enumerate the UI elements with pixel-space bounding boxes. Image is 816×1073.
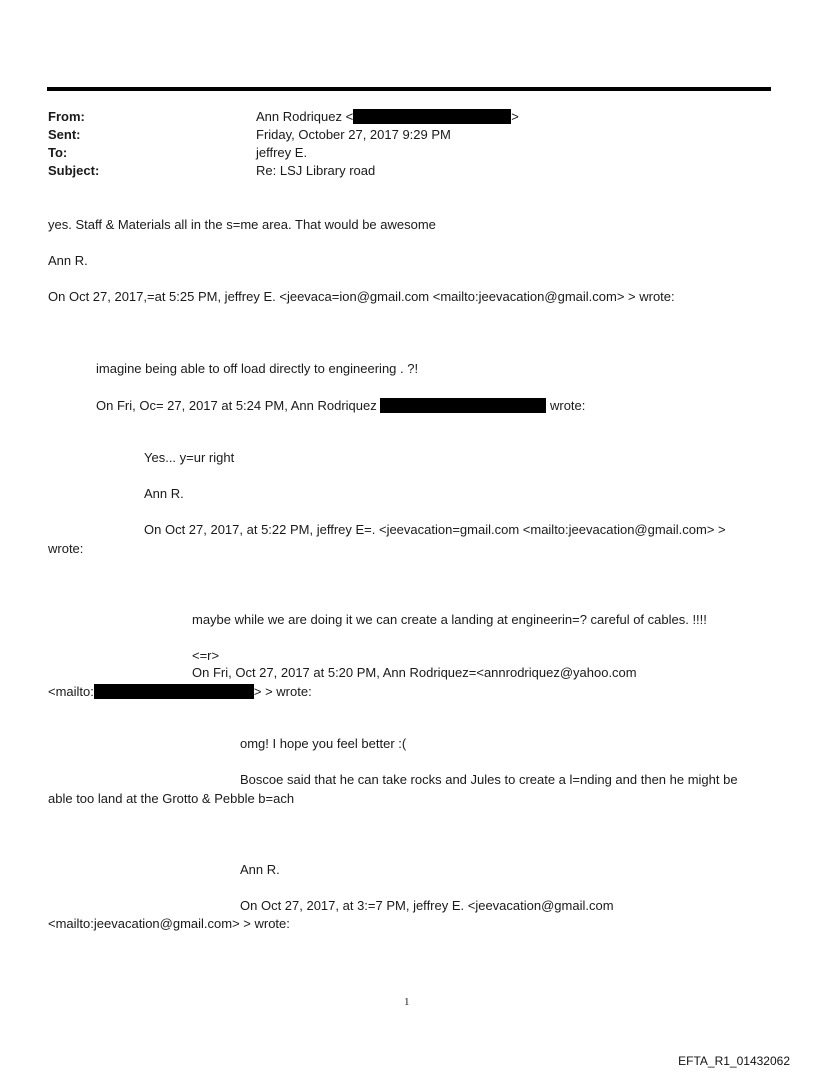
from-value — [256, 109, 519, 124]
from-name: Ann Rodriquez < — [256, 109, 354, 124]
to-value: jeffrey E. — [256, 145, 308, 160]
sent-label: Sent: — [48, 127, 81, 142]
body-line: omg! I hope you feel better :( — [240, 736, 407, 751]
redaction-box — [94, 684, 254, 699]
quote-header: On Oct 27, 2017, at 3:=7 PM, jeffrey E. <jeevacation@gmail.com — [240, 898, 614, 913]
page-number: 1 — [404, 996, 410, 1008]
subject-value: Re: LSJ Library road — [256, 163, 376, 178]
body-line: <=r> — [192, 648, 220, 663]
signature: Ann R. — [144, 486, 184, 501]
from-close: > — [511, 109, 519, 124]
quote-text: wrote: — [546, 398, 586, 413]
body-line: yes. Staff & Materials all in the s=me area. That would be awesome — [48, 217, 436, 232]
body-line: maybe while we are doing it we can create a landing at engineerin=? careful of cables. !!!! — [192, 612, 707, 627]
sent-value: Friday, October 27, 2017 9:29 PM — [256, 127, 451, 142]
body-line: imagine being able to off load directly to engineering . ?! — [96, 361, 419, 376]
redaction-box — [380, 398, 546, 413]
subject-label: Subject: — [48, 163, 100, 178]
quote-header: On Oct 27, 2017, at 5:22 PM, jeffrey E=. <jeevacation=gmail.com <mailto:jeevacation@gmail.com> > — [144, 522, 726, 537]
quote-text: > > wrote: — [253, 684, 312, 699]
redaction-box — [353, 109, 511, 124]
header-rule — [47, 87, 771, 91]
quote-header: On Oct 27, 2017,=at 5:25 PM, jeffrey E. <jeevaca=ion@gmail.com <mailto:jeevacation@gmail.com> > wrote: — [48, 289, 675, 304]
quote-header: On Fri, Oct 27, 2017 at 5:20 PM, Ann Rodriquez=<annrodriquez@yahoo.com — [192, 665, 637, 680]
to-label: To: — [48, 145, 68, 160]
signature: Ann R. — [240, 862, 280, 877]
body-line: Yes... y=ur right — [144, 450, 235, 465]
quote-wrap: <mailto:jeevacation@gmail.com> > wrote: — [48, 916, 290, 931]
signature: Ann R. — [48, 253, 88, 268]
quote-text: On Fri, Oc= 27, 2017 at 5:24 PM, Ann Rodriquez — [96, 398, 381, 413]
quote-wrap: wrote: — [48, 541, 84, 556]
quote-header — [96, 398, 585, 413]
from-label: From: — [48, 109, 85, 124]
bates-stamp: EFTA_R1_01432062 — [678, 1054, 790, 1068]
body-line-wrap: able too land at the Grotto & Pebble b=ach — [48, 791, 295, 806]
body-line: Boscoe said that he can take rocks and Jules to create a l=nding and then he might be — [240, 772, 738, 787]
quote-text: <mailto: — [48, 684, 94, 699]
quote-wrap — [48, 684, 312, 699]
